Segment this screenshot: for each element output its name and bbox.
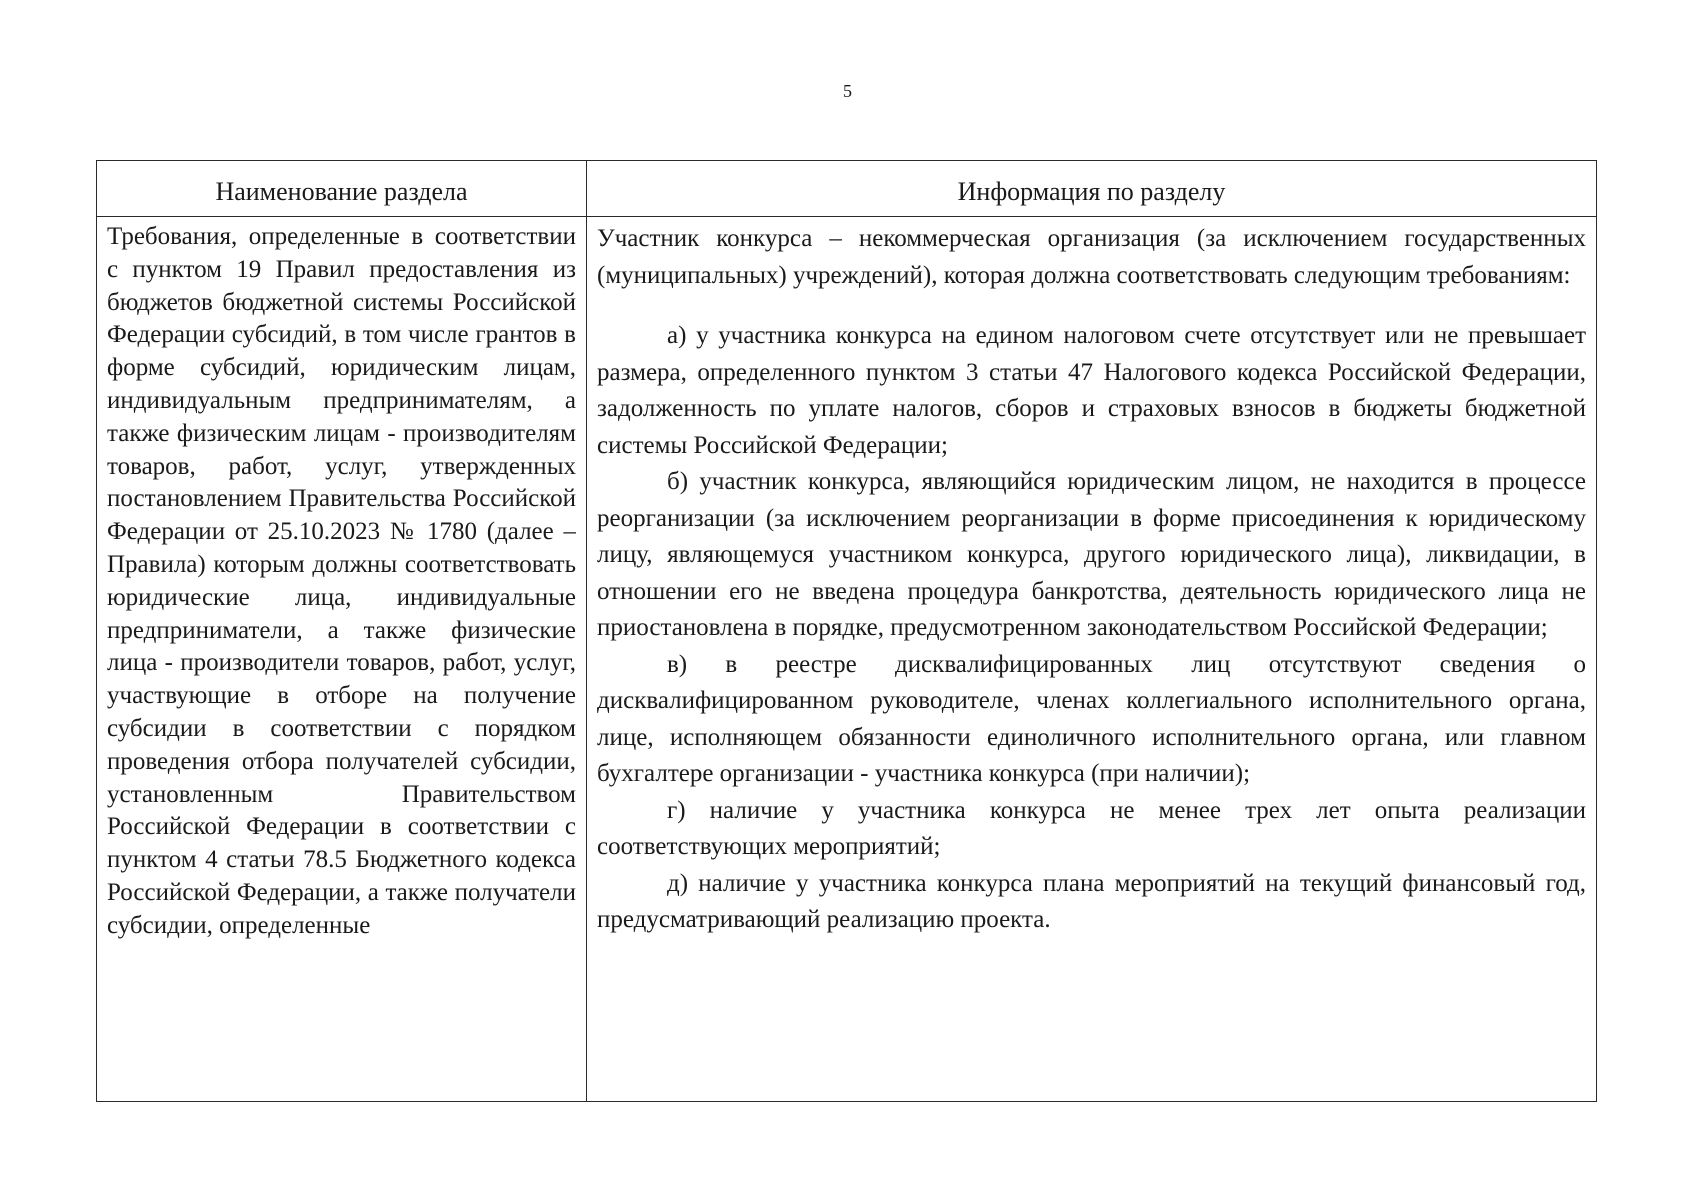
section-info-table <box>96 160 1597 1102</box>
requirement-item-g: г) наличие у участника конкурса не менее трех лет опыта реализации соответствующих мероприятий; <box>597 796 1586 860</box>
requirement-item-b: б) участник конкурса, являющийся юридическим лицом, не находится в процессе реорганизации (за исключением реорганизации в форме присоединения к юридическому лицу, являющемуся участником конкурса, другого юридического лица), ликвидации, в отношении его не введена процедура банкротства, деятельность юридического лица не приостановлена в порядке, предусмотренном законодательством Российской Федерации; <box>597 468 1586 641</box>
requirement-item-a: а) у участника конкурса на едином налоговом счете отсутствует или не превышает размера, определенного пунктом 3 статьи 47 Налогового кодекса Российской Федерации, задолженность по уплате налогов, сборов и страховых взносов в бюджеты бюджетной системы Российской Федерации; <box>597 322 1586 459</box>
page-number: 5 <box>843 81 852 101</box>
section-name-text: Требования, определенные в соответствии с пунктом 19 Правил предоставления из бюджетов бюджетной системы Российской Федерации субсидий, в том числе грантов в форме субсидий, юридическим лицам, индивидуальным предпринимателям, а также физическим лицам - производителям товаров, работ, услуг, утвержденных постановлением Правительства Российской Федерации от 25.10.2023 № 1780 (далее – Правила) которым должны соответствовать юридические лица, индивидуальные предприниматели, а также физические лица - производители товаров, работ, услуг, участвующие в отборе на получение субсидии в соответствии с порядком проведения отбора получателей субсидии, установленным Правительством Российской Федерации в соответствии с пунктом 4 статьи 78.5 Бюджетного кодекса Российской Федерации, а также получатели субсидии, определенные <box>107 223 576 939</box>
section-info-cell <box>587 217 1597 1102</box>
header-section-info: Информация по разделу <box>587 161 1597 217</box>
section-name-cell <box>97 217 587 1102</box>
table-header-row <box>97 161 1597 217</box>
header-section-name: Наименование раздела <box>97 161 587 217</box>
table-row <box>97 217 1597 1102</box>
requirement-item-d: д) наличие у участника конкурса плана мероприятий на текущий финансовый год, предусматривающий реализацию проекта. <box>597 869 1586 933</box>
requirements-intro: Участник конкурса – некоммерческая организация (за исключением государственных (муниципальных) учреждений), которая должна соответствовать следующим требованиям: <box>597 225 1586 289</box>
requirement-item-v: в) в реестре дисквалифицированных лиц отсутствуют сведения о дисквалифицированном руководителе, членах коллегиального исполнительного органа, лице, исполняющем обязанности единоличного исполнительного органа, или главном бухгалтере организации - участника конкурса (при наличии); <box>597 650 1586 787</box>
